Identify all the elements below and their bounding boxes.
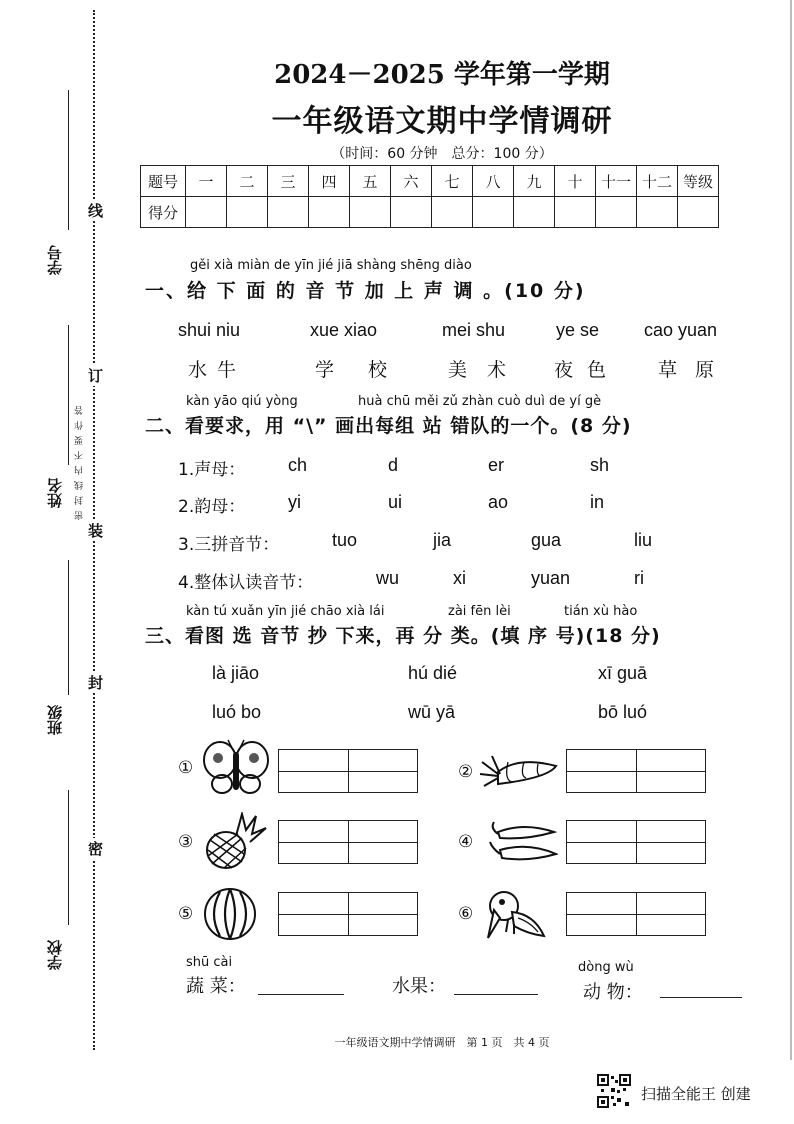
category-pinyin-animal: dòng wù	[578, 960, 634, 975]
seal-mark-xian: 线	[88, 202, 104, 220]
picture-number: ④	[458, 832, 474, 852]
binding-label-name: 姓名	[46, 478, 64, 508]
score-cell[interactable]	[391, 197, 432, 228]
score-col: 等级	[678, 166, 719, 197]
score-cell[interactable]	[268, 197, 309, 228]
answer-grid[interactable]	[566, 820, 706, 864]
choice-item[interactable]: ri	[634, 568, 644, 588]
section3-pinyin-b: zài fēn lèi	[448, 604, 511, 619]
section3-heading: 三、看图 选 音节 抄 下来，再 分 类。(填 序 号)(18 分)	[145, 625, 661, 647]
category-label-vegetable: 蔬 菜：	[186, 976, 246, 997]
picture-number: ②	[458, 762, 474, 782]
answer-grid[interactable]	[566, 749, 706, 793]
answer-grid[interactable]	[278, 820, 418, 864]
score-col: 七	[432, 166, 473, 197]
score-cell[interactable]	[555, 197, 596, 228]
score-col: 四	[309, 166, 350, 197]
seal-mark-ding: 订	[88, 367, 104, 385]
answer-grid[interactable]	[278, 749, 418, 793]
score-cell[interactable]	[227, 197, 268, 228]
class-line	[68, 560, 69, 695]
choice-item[interactable]: wu	[376, 568, 400, 588]
choice-item[interactable]: xi	[453, 568, 466, 588]
pineapple-icon	[202, 812, 268, 870]
pepper-icon	[484, 820, 558, 866]
vegetable-answer-blank[interactable]	[258, 993, 344, 995]
word: 夜色	[554, 359, 621, 381]
option-syllable: luó bo	[212, 702, 262, 722]
answer-grid[interactable]	[278, 892, 418, 936]
syllable: cao yuan	[644, 320, 718, 340]
score-cell[interactable]	[473, 197, 514, 228]
syllable: ye se	[556, 320, 600, 340]
score-cell[interactable]	[309, 197, 350, 228]
category-pinyin-vegetable: shū cài	[186, 955, 233, 970]
score-col: 十二	[637, 166, 678, 197]
seal-notice: 密封线内不要作答	[75, 400, 85, 520]
score-col: 九	[514, 166, 555, 197]
section1-pinyin: gěi xià miàn de yīn jié jiā shàng shēng diào	[190, 258, 472, 273]
picture-number: ①	[178, 758, 194, 778]
picture-number: ⑤	[178, 904, 194, 924]
score-table	[140, 165, 719, 228]
scanner-watermark: 扫描全能王 创建	[641, 1085, 751, 1103]
option-syllable: bō luó	[598, 702, 648, 722]
answer-grid[interactable]	[566, 892, 706, 936]
row-label: 1.声母：	[178, 460, 246, 480]
score-cell[interactable]	[186, 197, 227, 228]
score-col: 三	[268, 166, 309, 197]
word: 美术	[448, 359, 527, 381]
section3-pinyin-c: tián xù hào	[564, 604, 638, 619]
choice-item[interactable]: yuan	[531, 568, 571, 588]
picture-number: ③	[178, 832, 194, 852]
section2-pinyin-b: huà chū měi zǔ zhàn cuò duì de yí gè	[358, 394, 602, 409]
score-cell[interactable]	[678, 197, 719, 228]
section2-pinyin-a: kàn yāo qiú yòng	[186, 394, 298, 409]
watermelon-icon	[202, 886, 260, 942]
option-syllable: wū yā	[408, 702, 456, 722]
name-line	[68, 325, 69, 465]
animal-answer-blank[interactable]	[660, 996, 742, 998]
category-label-animal: 动 物：	[583, 982, 643, 1003]
score-col: 五	[350, 166, 391, 197]
carrot-icon	[478, 752, 560, 792]
qr-code-icon	[597, 1074, 631, 1108]
exam-main-title: 一年级语文期中学情调研	[271, 104, 613, 139]
score-row2-label: 得分	[141, 197, 186, 228]
score-cell[interactable]	[350, 197, 391, 228]
seal-mark-zhuang: 装	[88, 522, 104, 540]
section1-heading: 一、给 下 面 的 音 节 加 上 声 调 。(10 分)	[145, 280, 586, 302]
binding-label-class: 班级	[46, 705, 64, 735]
school-line	[68, 790, 69, 925]
word: 学校	[315, 359, 422, 381]
score-col: 二	[227, 166, 268, 197]
score-col: 六	[391, 166, 432, 197]
exam-subtitle: （时间：60 分钟 总分：100 分）	[331, 146, 553, 162]
choice-item[interactable]: sh	[590, 455, 610, 475]
score-cell[interactable]	[514, 197, 555, 228]
score-col: 十	[555, 166, 596, 197]
row-label: 2.韵母：	[178, 497, 246, 517]
choice-item[interactable]: in	[590, 492, 605, 512]
syllable: mei shu	[442, 320, 506, 340]
score-row1-label: 题号	[141, 166, 186, 197]
choice-item[interactable]: er	[488, 455, 505, 475]
choice-item[interactable]: ui	[388, 492, 403, 512]
fruit-answer-blank[interactable]	[454, 993, 538, 995]
score-col: 八	[473, 166, 514, 197]
choice-item[interactable]: d	[388, 455, 399, 475]
word: 水牛	[188, 359, 247, 381]
option-syllable: là jiāo	[212, 663, 260, 683]
choice-item[interactable]: liu	[634, 530, 653, 550]
exam-year-title: 2024－2025 学年第一学期	[274, 60, 610, 90]
score-col: 十一	[596, 166, 637, 197]
choice-item[interactable]: yi	[288, 492, 301, 512]
syllable: shui niu	[178, 320, 241, 340]
word: 草原	[658, 359, 733, 381]
score-cell[interactable]	[596, 197, 637, 228]
section3-pinyin-a: kàn tú xuǎn yīn jié chāo xià lái	[186, 604, 385, 619]
binding-label-student-id: 学号	[46, 245, 64, 275]
choice-item[interactable]: ch	[288, 455, 308, 475]
row-label: 3.三拼音节：	[178, 535, 280, 555]
choice-item[interactable]: ao	[488, 492, 509, 512]
category-label-fruit: 水果：	[392, 976, 446, 997]
score-cell[interactable]	[637, 197, 678, 228]
seal-mark-mi: 密	[88, 840, 104, 858]
option-syllable: hú dié	[408, 663, 458, 683]
section2-heading: 二、看要求，用 “\” 画出每组 站 错队的一个。(8 分)	[145, 415, 632, 437]
option-syllable: xī guā	[598, 663, 648, 683]
choice-item[interactable]: jia	[433, 530, 452, 550]
picture-number: ⑥	[458, 904, 474, 924]
score-cell[interactable]	[432, 197, 473, 228]
row-label: 4.整体认读音节：	[178, 573, 314, 593]
syllable: xue xiao	[310, 320, 378, 340]
page-footer: 一年级语文期中学情调研 第 1 页 共 4 页	[334, 1036, 550, 1049]
choice-item[interactable]: gua	[531, 530, 562, 550]
binding-label-school: 学校	[46, 940, 64, 970]
butterfly-icon	[200, 738, 272, 796]
seal-mark-feng: 封	[88, 674, 104, 692]
score-col: 一	[186, 166, 227, 197]
crow-icon	[484, 888, 548, 946]
choice-item[interactable]: tuo	[332, 530, 358, 550]
